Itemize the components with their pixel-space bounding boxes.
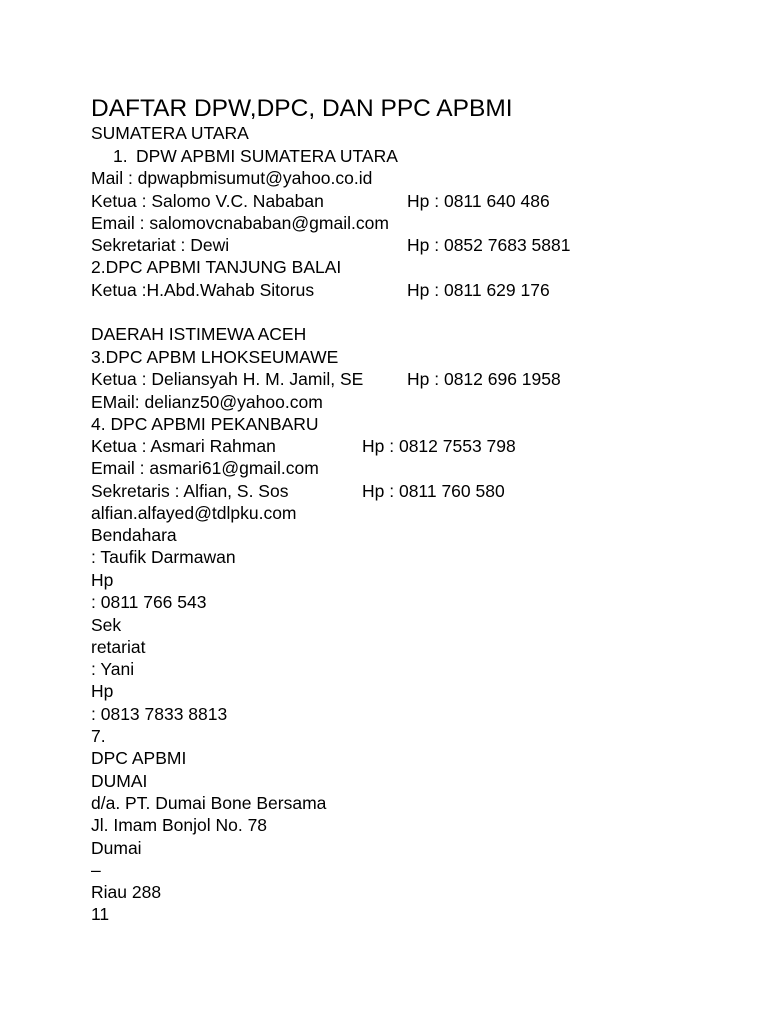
ketua-name: Ketua : Salomo V.C. Nababan [91, 191, 324, 211]
address-line-2: Jl. Imam Bonjol No. 78 [91, 815, 268, 835]
address-dash: – [91, 860, 101, 880]
bendahara-label: Bendahara [91, 525, 177, 545]
sekretariat-name: : Yani [91, 659, 135, 679]
sekretariat-line [91, 234, 768, 256]
entry-heading-dpc-tanjung-balai: 2.DPC APBMI TANJUNG BALAI [91, 257, 342, 277]
sekretariat-name: Sekretariat : Dewi [91, 235, 230, 255]
sekretaris-name: Sekretaris : Alfian, S. Sos [91, 481, 289, 501]
ketua-name: Ketua : Deliansyah H. M. Jamil, SE [91, 369, 364, 389]
sekretariat-hp: : 0813 7833 8813 [91, 704, 228, 724]
entry-label: DPW APBMI SUMATERA UTARA [136, 146, 398, 166]
bendahara-name: : Taufik Darmawan [91, 547, 236, 567]
sekretariat-label-part1: Sek [91, 615, 122, 635]
ketua-phone: Hp : 0811 640 486 [407, 191, 550, 211]
region-heading-aceh: DAERAH ISTIMEWA ACEH [91, 324, 307, 344]
entry-number: 1. [113, 146, 128, 166]
ketua-phone: Hp : 0812 7553 798 [362, 436, 516, 456]
address-zip: 11 [91, 904, 110, 924]
address-city: Dumai [91, 838, 142, 858]
sekretariat-label-part2: retariat [91, 637, 146, 657]
bendahara-hp-label: Hp [91, 570, 114, 590]
ketua-name: Ketua :H.Abd.Wahab Sitorus [91, 280, 315, 300]
sekretaris-email: alfian.alfayed@tdlpku.com [91, 503, 297, 523]
ketua-line [91, 368, 768, 390]
region-heading-sumatera-utara: SUMATERA UTARA [91, 123, 249, 143]
entry-number: 7. [91, 726, 106, 746]
entry-heading-dpw-sumatera-utara [113, 145, 398, 167]
sekretaris-phone: Hp : 0811 760 580 [362, 481, 505, 501]
ketua-phone: Hp : 0812 696 1958 [407, 369, 561, 389]
ketua-line [91, 279, 768, 301]
ketua-line [91, 190, 768, 212]
email-line: Email : asmari61@gmail.com [91, 458, 319, 478]
sekretariat-phone: Hp : 0852 7683 5881 [407, 235, 571, 255]
document-title: DAFTAR DPW,DPC, DAN PPC APBMI [91, 95, 513, 122]
ketua-phone: Hp : 0811 629 176 [407, 280, 550, 300]
entry-heading-dpc-lhokseumawe: 3.DPC APBM LHOKSEUMAWE [91, 347, 339, 367]
ketua-line [91, 435, 768, 457]
mail-line: Mail : dpwapbmisumut@yahoo.co.id [91, 168, 373, 188]
ketua-name: Ketua : Asmari Rahman [91, 436, 276, 456]
entry-heading-dpc-dumai-part2: DUMAI [91, 771, 148, 791]
sekretaris-line [91, 480, 768, 502]
sekretariat-hp-label: Hp [91, 681, 114, 701]
bendahara-hp: : 0811 766 543 [91, 592, 207, 612]
entry-heading-dpc-dumai-part1: DPC APBMI [91, 748, 187, 768]
email-line: EMail: delianz50@yahoo.com [91, 392, 323, 412]
address-region: Riau 288 [91, 882, 162, 902]
entry-heading-dpc-pekanbaru: 4. DPC APBMI PEKANBARU [91, 414, 319, 434]
email-line: Email : salomovcnababan@gmail.com [91, 213, 389, 233]
address-line-1: d/a. PT. Dumai Bone Bersama [91, 793, 327, 813]
